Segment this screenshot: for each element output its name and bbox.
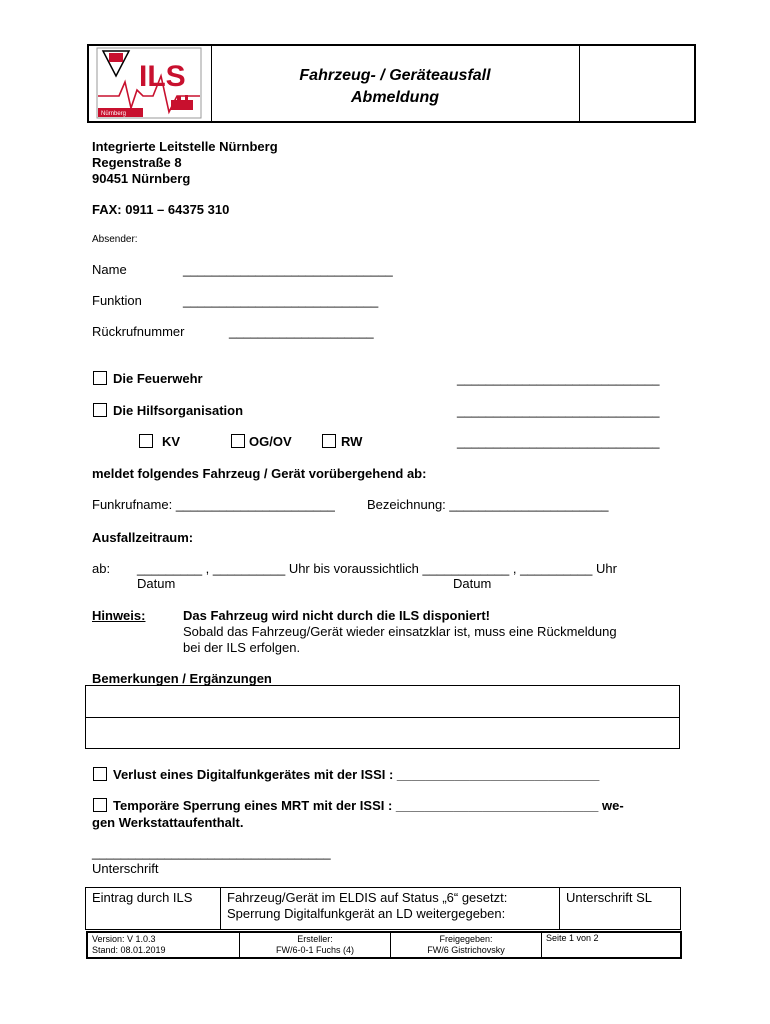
aid-organisation-field[interactable]: ____________________________ — [457, 403, 660, 418]
address-line-1: Integrierte Leitstelle Nürnberg — [92, 139, 278, 154]
function-label: Funktion — [92, 293, 142, 308]
date-label-1: Datum — [137, 576, 176, 591]
signature-label: Unterschrift — [92, 861, 159, 876]
footer-version: Version: V 1.0.3 — [92, 934, 156, 944]
block-text-2: gen Werkstattaufenthalt. — [92, 815, 244, 830]
period-title: Ausfallzeitraum: — [92, 530, 194, 545]
block-checkbox[interactable] — [93, 798, 107, 812]
footer-version-cell — [87, 932, 240, 958]
ils-logo — [89, 46, 209, 121]
footer-date: Stand: 08.01.2019 — [92, 945, 166, 955]
footer-approved-cell — [391, 932, 542, 958]
ogov-label: OG/OV — [249, 434, 292, 449]
loss-checkbox[interactable] — [93, 767, 107, 781]
signature-line[interactable]: _________________________________ — [92, 845, 331, 860]
period-fields[interactable]: _________ , __________ Uhr bis voraussichtlich ____________ , __________ Uhr — [137, 561, 617, 576]
rw-checkbox[interactable] — [322, 434, 336, 448]
footer-creator: FW/6-0-1 Fuchs (4) — [275, 945, 354, 955]
sender-label: Absender: — [92, 234, 138, 245]
document-footer — [86, 931, 682, 959]
loss-text[interactable]: Verlust eines Digitalfunkgerätes mit der ISSI : ____________________________ — [113, 767, 600, 782]
designation-field[interactable]: Bezeichnung: ______________________ — [367, 497, 609, 512]
remarks-divider — [86, 717, 679, 718]
status-line-2: Sperrung Digitalfunkgerät an LD weitergegeben: — [227, 906, 506, 921]
notice-label: Hinweis: — [92, 608, 146, 623]
name-field[interactable]: _____________________________ — [183, 262, 393, 277]
report-intro: meldet folgendes Fahrzeug / Gerät vorübergehend ab: — [92, 466, 427, 481]
aid-organisation-checkbox[interactable] — [93, 403, 107, 417]
footer-creator-label: Ersteller: — [297, 934, 333, 944]
aid-organisation-label: Die Hilfsorganisation — [113, 403, 244, 418]
function-field[interactable]: ___________________________ — [183, 293, 379, 308]
header-blank-cell — [579, 46, 696, 121]
title-line-1: Fahrzeug- / Geräteausfall — [299, 67, 491, 84]
kv-checkbox[interactable] — [139, 434, 153, 448]
logo-text: ILS — [139, 60, 186, 93]
status-cell — [221, 888, 560, 930]
document-header — [87, 44, 696, 123]
notice-line-1: Sobald das Fahrzeug/Gerät wieder einsatzklar ist, muss eine Rückmeldung — [183, 624, 617, 639]
logo-cell — [89, 46, 212, 121]
rw-label: RW — [341, 434, 363, 449]
footer-approved: FW/6 Gistrichovsky — [427, 945, 505, 955]
recipient-address — [92, 139, 278, 187]
radio-name-field[interactable]: Funkrufname: ______________________ — [92, 497, 335, 512]
notice-bold: Das Fahrzeug wird nicht durch die ILS disponiert! — [183, 608, 490, 623]
remarks-box[interactable] — [85, 685, 680, 749]
address-line-2: Regenstraße 8 — [92, 155, 182, 170]
fire-brigade-checkbox[interactable] — [93, 371, 107, 385]
fire-brigade-field[interactable]: ____________________________ — [457, 371, 660, 386]
notice-text — [183, 608, 617, 656]
block-text-1[interactable]: Temporäre Sperrung eines MRT mit der ISSI : ____________________________ we- — [113, 798, 624, 813]
footer-approved-label: Freigegeben: — [439, 934, 493, 944]
fire-brigade-label: Die Feuerwehr — [113, 371, 203, 386]
footer-page-cell: Seite 1 von 2 — [542, 932, 682, 958]
title-cell — [211, 46, 580, 121]
remarks-title: Bemerkungen / Ergänzungen — [92, 671, 272, 686]
from-label: ab: — [92, 561, 111, 576]
callback-label: Rückrufnummer — [92, 324, 185, 339]
footer-creator-cell — [240, 932, 391, 958]
address-line-3: 90451 Nürnberg — [92, 171, 191, 186]
name-label: Name — [92, 262, 127, 277]
date-label-2: Datum — [453, 576, 492, 591]
status-line-1: Fahrzeug/Gerät im ELDIS auf Status „6“ gesetzt: — [227, 890, 508, 905]
kv-label: KV — [162, 434, 181, 449]
signature-sl-cell: Unterschrift SL — [560, 888, 681, 930]
ils-entry-table — [85, 887, 681, 930]
callback-field[interactable]: ____________________ — [229, 324, 374, 339]
unit-field[interactable]: ____________________________ — [457, 434, 660, 449]
logo-city: Nürnberg — [101, 111, 127, 117]
fax-number: FAX: 0911 – 64375 310 — [92, 202, 230, 217]
entry-by-ils-cell: Eintrag durch ILS — [86, 888, 221, 930]
title-line-2: Abmeldung — [351, 89, 439, 106]
notice-line-2: bei der ILS erfolgen. — [183, 640, 301, 655]
ogov-checkbox[interactable] — [231, 434, 245, 448]
